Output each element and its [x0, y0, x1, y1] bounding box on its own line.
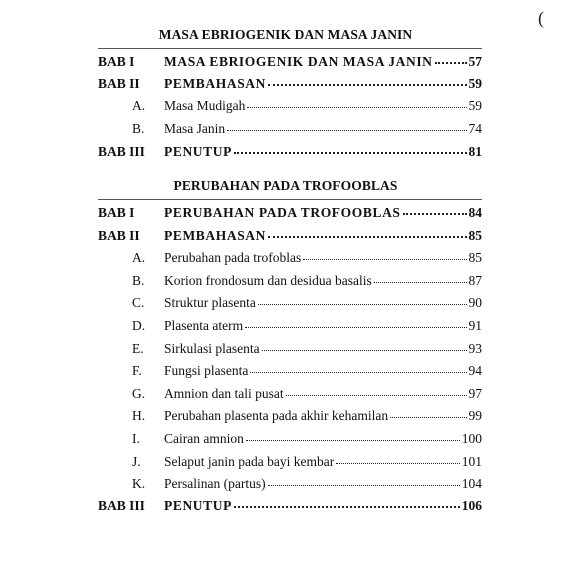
entry-page: 94	[468, 363, 482, 378]
entry-title: Amnion dan tali pusat	[164, 386, 284, 401]
toc-entry-sub	[98, 317, 482, 335]
dot-leader	[258, 304, 467, 305]
entry-title: PENUTUP	[164, 144, 232, 159]
dot-leader	[268, 236, 466, 238]
entry-page: 91	[468, 318, 482, 333]
entry-page: 81	[468, 144, 482, 159]
entry-letter: E.	[132, 341, 144, 356]
entry-title: Struktur plasenta	[164, 295, 256, 310]
entry-page: 90	[468, 295, 482, 310]
dot-leader	[234, 152, 467, 154]
dot-leader	[336, 463, 460, 464]
toc-entry-sub	[98, 430, 482, 448]
entry-title: PEMBAHASAN	[164, 76, 267, 91]
divider	[98, 199, 482, 200]
entry-page: 101	[461, 454, 482, 469]
entry-page: 106	[461, 498, 482, 513]
entry-page: 85	[468, 250, 482, 265]
dot-leader	[250, 372, 466, 373]
dot-leader	[403, 213, 467, 215]
entry-title: PENUTUP	[164, 498, 232, 513]
entry-letter: K.	[132, 476, 146, 491]
entry-title: Masa Janin	[164, 121, 226, 136]
toc-entry-sub	[98, 385, 482, 403]
dot-leader	[246, 440, 460, 441]
entry-page: 84	[468, 205, 482, 220]
dot-leader	[286, 395, 467, 396]
toc-entry-sub	[98, 453, 482, 471]
entry-letter: H.	[132, 408, 146, 423]
toc-entry-bab	[98, 75, 482, 93]
toc-entry-sub	[98, 407, 482, 425]
entry-letter: C.	[132, 295, 145, 310]
entry-number: BAB II	[98, 76, 140, 91]
entry-page: 100	[461, 431, 482, 446]
dot-leader	[227, 130, 466, 131]
entry-title: Korion frondosum dan desidua basalis	[164, 273, 372, 288]
entry-title: Perubahan pada trofoblas	[164, 250, 302, 265]
entry-letter: B.	[132, 273, 145, 288]
divider	[98, 48, 482, 49]
entry-letter: F.	[132, 363, 142, 378]
entry-page: 59	[468, 76, 482, 91]
dot-leader	[245, 327, 466, 328]
section-title: PERUBAHAN PADA TROFOOBLAS	[173, 178, 398, 193]
dot-leader	[303, 259, 466, 260]
entry-title: Cairan amnion	[164, 431, 244, 446]
entry-letter: G.	[132, 386, 146, 401]
entry-title: PEMBAHASAN	[164, 228, 267, 243]
entry-number: BAB I	[98, 205, 135, 220]
entry-letter: J.	[132, 454, 141, 469]
toc-entry-sub	[98, 97, 482, 115]
entry-page: 104	[461, 476, 482, 491]
entry-number: BAB I	[98, 54, 135, 69]
entry-letter: I.	[132, 431, 140, 446]
entry-letter: A.	[132, 98, 146, 113]
dot-leader	[234, 506, 460, 508]
entry-number: BAB III	[98, 498, 145, 513]
entry-title: Plasenta aterm	[164, 318, 244, 333]
toc-entry-bab	[98, 227, 482, 245]
entry-page: 87	[468, 273, 482, 288]
entry-title: Masa Mudigah	[164, 98, 246, 113]
toc-entry-sub	[98, 340, 482, 358]
entry-page: 99	[468, 408, 482, 423]
entry-letter: B.	[132, 121, 145, 136]
dot-leader	[435, 62, 467, 64]
edge-mark: (	[538, 8, 544, 28]
toc-entry-bab	[98, 497, 482, 515]
toc-entry-bab	[98, 204, 482, 222]
entry-title: Selaput janin pada bayi kembar	[164, 454, 335, 469]
section-title: MASA EBRIOGENIK DAN MASA JANIN	[158, 27, 413, 42]
dot-leader	[268, 485, 460, 486]
entry-page: 85	[468, 228, 482, 243]
toc-entry-bab	[98, 53, 482, 71]
entry-title: Sirkulasi plasenta	[164, 341, 260, 356]
toc-entry-bab	[98, 143, 482, 161]
toc-entry-sub	[98, 249, 482, 267]
entry-page: 97	[468, 386, 482, 401]
entry-letter: A.	[132, 250, 146, 265]
dot-leader	[390, 417, 466, 418]
entry-page: 57	[468, 54, 482, 69]
dot-leader	[374, 282, 467, 283]
entry-page: 93	[468, 341, 482, 356]
entry-title: Fungsi plasenta	[164, 363, 249, 378]
dot-leader	[268, 84, 466, 86]
toc-entry-sub	[98, 362, 482, 380]
entry-letter: D.	[132, 318, 146, 333]
entry-title: Persalinan (partus)	[164, 476, 266, 491]
dot-leader	[262, 350, 467, 351]
entry-number: BAB II	[98, 228, 140, 243]
toc-entry-sub	[98, 120, 482, 138]
toc-entry-sub	[98, 294, 482, 312]
dot-leader	[247, 107, 466, 108]
toc-entry-sub	[98, 272, 482, 290]
entry-title: Perubahan plasenta pada akhir kehamilan	[164, 408, 389, 423]
entry-title: PERUBAHAN PADA TROFOOBLAS	[164, 205, 401, 220]
entry-page: 74	[468, 121, 482, 136]
entry-number: BAB III	[98, 144, 145, 159]
toc-entry-sub	[98, 475, 482, 493]
entry-title: MASA EBRIOGENIK DAN MASA JANIN	[164, 54, 433, 69]
entry-page: 59	[468, 98, 482, 113]
